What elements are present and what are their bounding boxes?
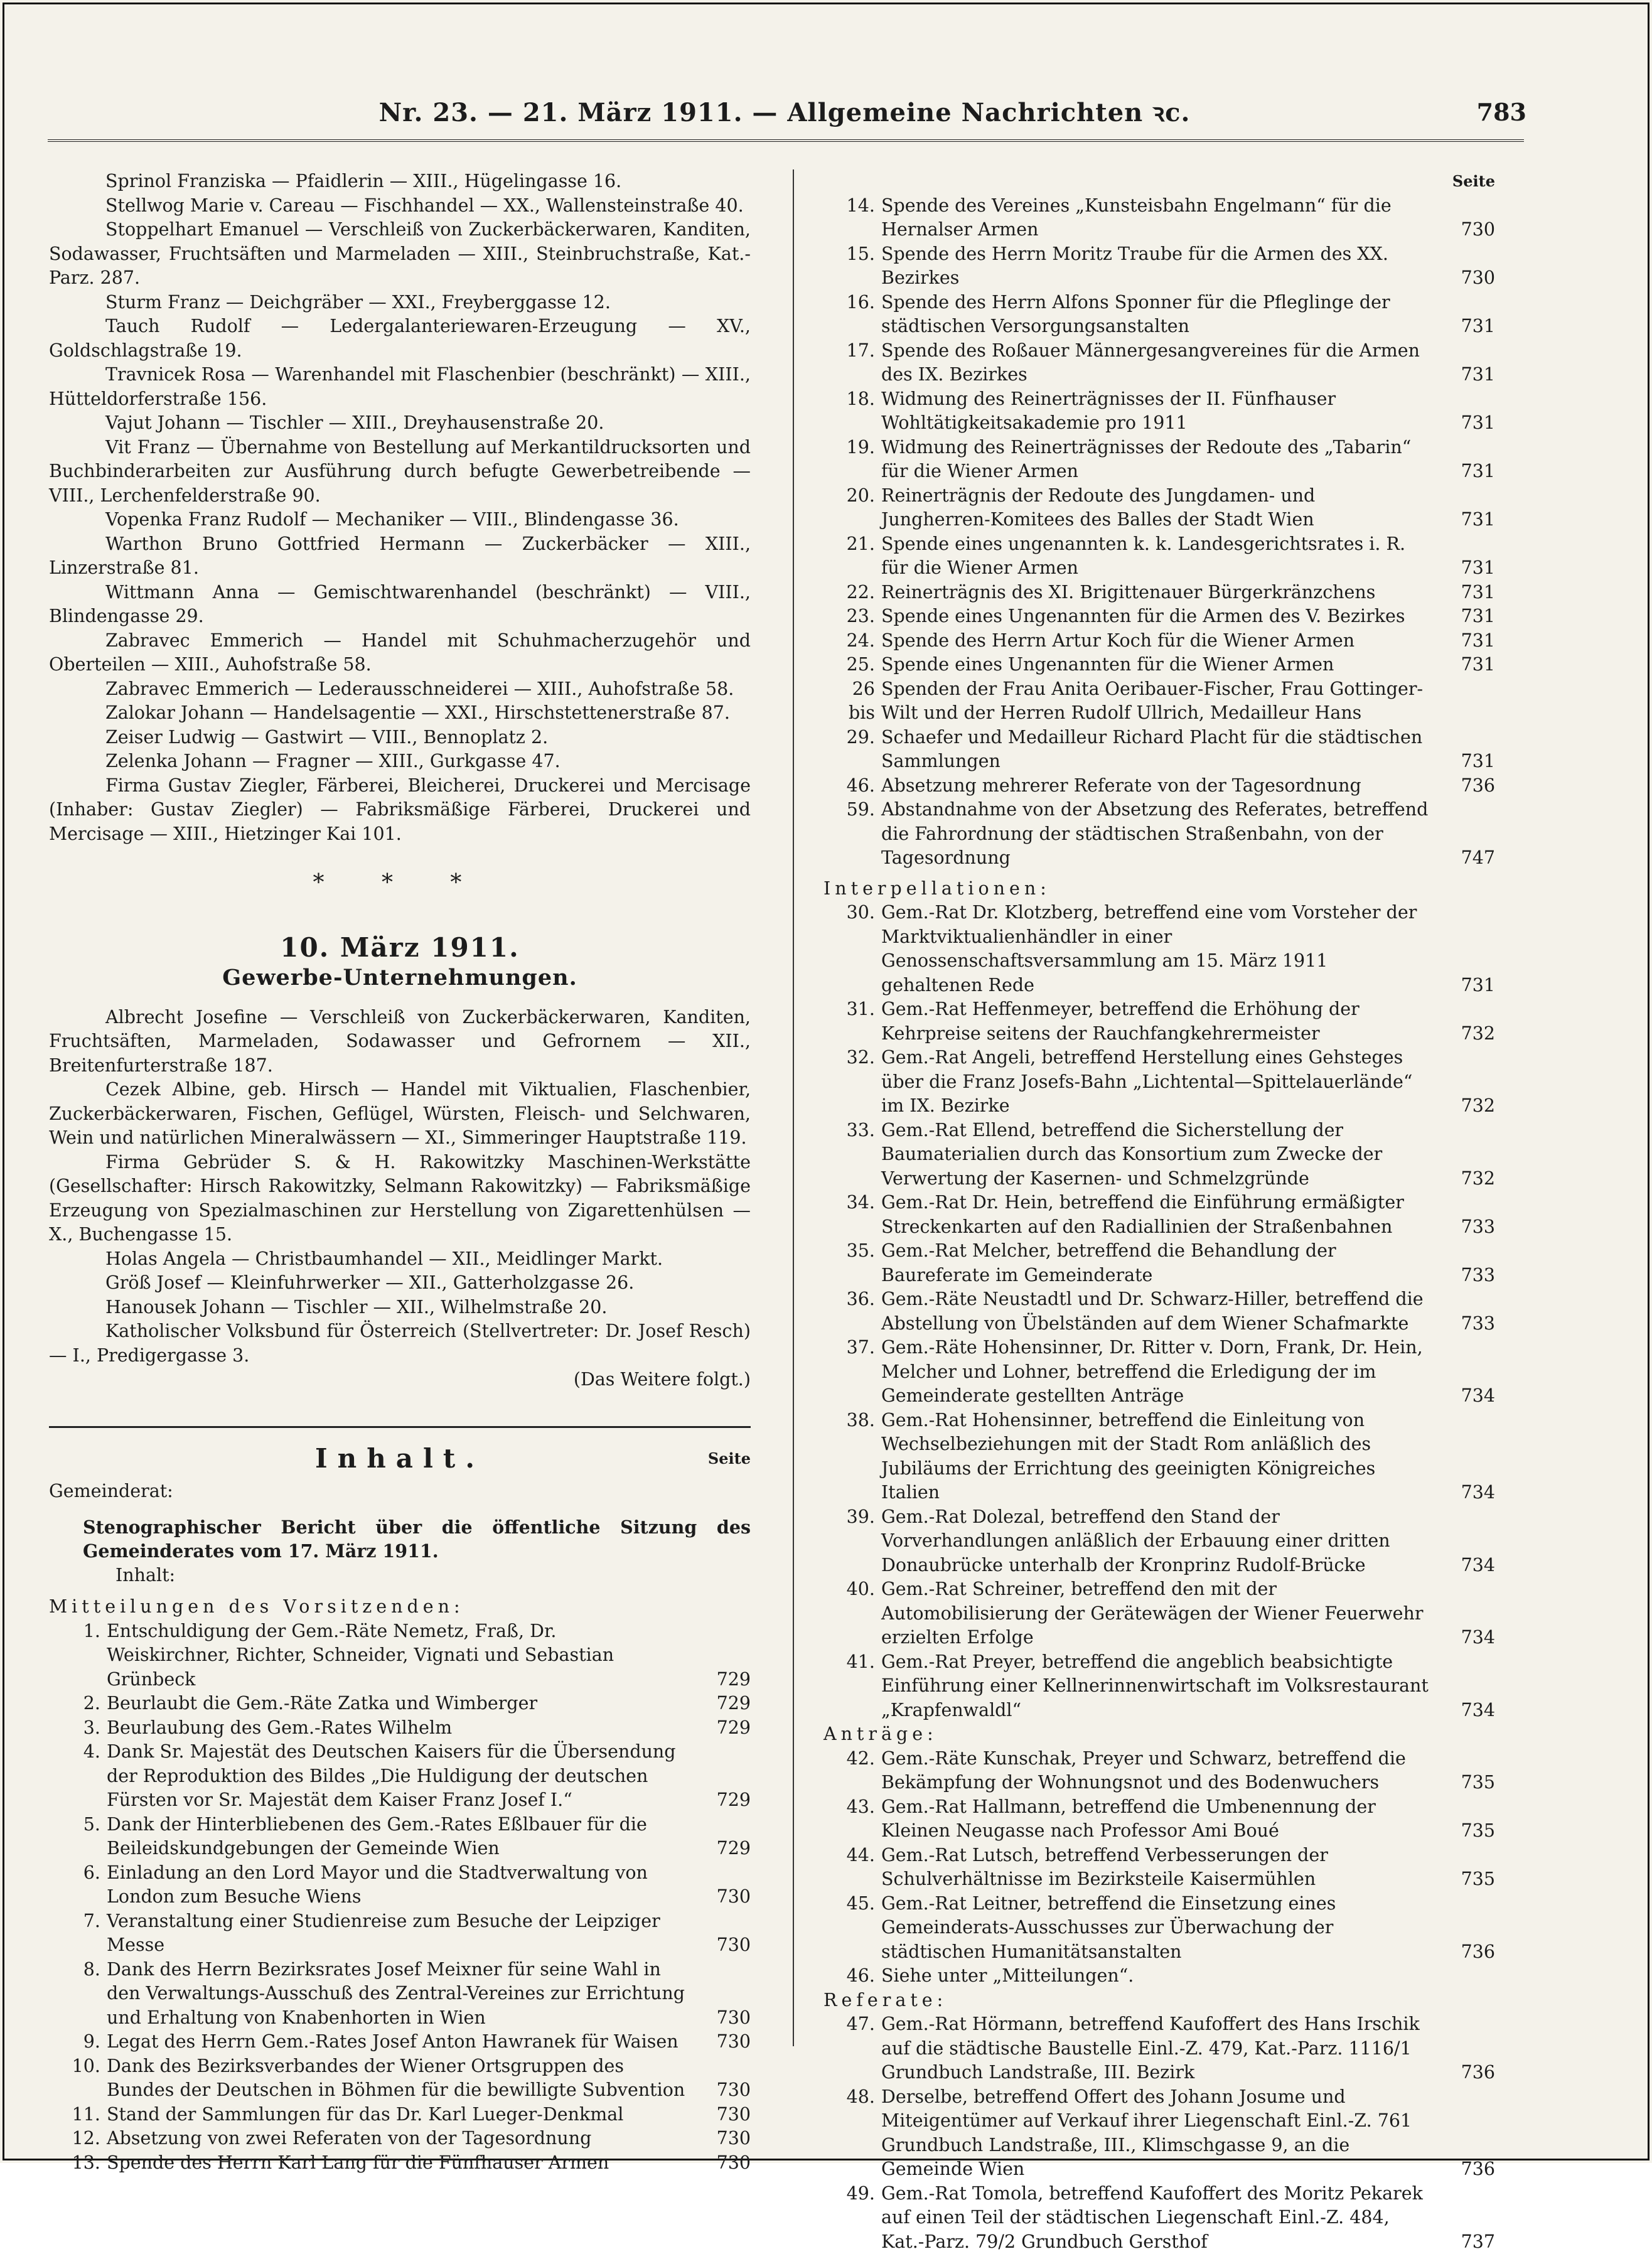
toc-entry-text: Reinerträgnis des XI. Brigittenauer Bürgerkränzchens bbox=[881, 581, 1430, 605]
continued-note: (Das Weitere folgt.) bbox=[49, 1368, 751, 1392]
toc-entry-number: 13. bbox=[49, 2151, 107, 2176]
toc-entry-number: 49. bbox=[823, 2182, 881, 2206]
toc-entry-text: Spende eines Ungenannten für die Wiener Armen bbox=[881, 653, 1430, 677]
register-entry: Firma Gebrüder S. & H. Rakowitzky Maschinen-Werkstätte (Gesellschafter: Hirsch Rakowitzky, Selmann Rakowitzky) — Fabriksmäßige Erzeugung von Spezialmaschinen zur Herstellung von Zigarettenhülsen — X., Buchengasse 15. bbox=[49, 1151, 751, 1247]
toc-entry-text: Abstandnahme von der Absetzung des Referates, betreffend die Fahrordnung der städtischen Straßenbahn, von der Tagesordnung bbox=[881, 798, 1430, 871]
register-entry: Holas Angela — Christbaumhandel — XII., Meidlinger Markt. bbox=[49, 1247, 751, 1272]
register-entry: Firma Gustav Ziegler, Färberei, Bleicherei, Druckerei und Mercisage (Inhaber: Gustav Ziegler) — Fabriksmäßige Färberei, Druckerei und Mercisage — XIII., Hietzinger Kai 101. bbox=[49, 774, 751, 847]
toc-entry-page: 730 bbox=[685, 2006, 751, 2031]
toc-entry-number: 22. bbox=[823, 581, 881, 605]
toc-entry-text: Gem.-Rat Ellend, betreffend die Sicherstellung der Baumaterialien durch das Konsortium zum Zwecke der Verwertung der Kasernen- und Schmelzgründe bbox=[881, 1119, 1430, 1191]
toc-entry-number: 32. bbox=[823, 1046, 881, 1070]
section-subheading: Gewerbe-Unternehmungen. bbox=[49, 966, 751, 990]
register-entry: Tauch Rudolf — Ledergalanteriewaren-Erzeugung — XV., Goldschlagstraße 19. bbox=[49, 314, 751, 363]
toc-entry bbox=[823, 1046, 1495, 1119]
register-entry: Vit Franz — Übernahme von Bestellung auf Merkantildrucksorten und Buchbinderarbeiten zur Ausführung durch befugte Gewerbetreibende — VIII., Lerchenfelderstraße 90. bbox=[49, 436, 751, 508]
register-entry: Stoppelhart Emanuel — Verschleiß von Zuckerbäckerwaren, Kanditen, Sodawasser, Fruchtsäften und Marmeladen — XIII., Steinbruchstraße, Kat.-Parz. 287. bbox=[49, 218, 751, 291]
toc-entry-page: 734 bbox=[1430, 1554, 1495, 1578]
toc-entry-page: 736 bbox=[1430, 774, 1495, 798]
toc-entry-page: 731 bbox=[1430, 363, 1495, 387]
register-entry: Albrecht Josefine — Verschleiß von Zuckerbäckerwaren, Kanditen, Fruchtsäften, Marmeladen, Sodawasser und Gefrornem — XII., Breitenfurterstraße 187. bbox=[49, 1006, 751, 1078]
date-heading: 10. März 1911. bbox=[49, 936, 751, 960]
toc-entry-page: 731 bbox=[1430, 629, 1495, 653]
register-entry: Travnicek Rosa — Warenhandel mit Flaschenbier (beschränkt) — XIII., Hütteldorferstraße 156. bbox=[49, 363, 751, 411]
toc-entry-text: Legat des Herrn Gem.-Rates Josef Anton Hawranek für Waisen bbox=[107, 2030, 685, 2054]
toc-entry bbox=[823, 532, 1495, 581]
page-number: 783 bbox=[1477, 98, 1526, 126]
toc-entry-page: 729 bbox=[685, 1692, 751, 1716]
seite-label-right: Seite bbox=[823, 169, 1495, 194]
toc-entry-number: 11. bbox=[49, 2103, 107, 2127]
toc-entry-page: 736 bbox=[1430, 2061, 1495, 2085]
toc-entry-page: 731 bbox=[1430, 749, 1495, 774]
toc-entry bbox=[823, 1747, 1495, 1795]
toc-list-mitteilungen bbox=[49, 1619, 751, 2176]
toc-entry-number: 41. bbox=[823, 1650, 881, 1675]
toc-entry bbox=[49, 1619, 751, 1692]
toc-entry-page: 731 bbox=[1430, 314, 1495, 339]
toc-entry-number: 21. bbox=[823, 532, 881, 557]
toc-entry-page: 731 bbox=[1430, 581, 1495, 605]
toc-entry bbox=[823, 2085, 1495, 2182]
toc-entry-page: 731 bbox=[1430, 974, 1495, 998]
toc-entry-text: Gem.-Rat Hohensinner, betreffend die Einleitung von Wechselbeziehungen mit der Stadt Rom anläßlich des Jubiläums der Errichtung des geeinigten Königreiches Italien bbox=[881, 1409, 1430, 1505]
toc-entry-page: 731 bbox=[1430, 459, 1495, 484]
toc-entry bbox=[823, 194, 1495, 242]
toc-entry-number: 42. bbox=[823, 1747, 881, 1771]
toc-entry bbox=[823, 1843, 1495, 1892]
toc-entry-page: 747 bbox=[1430, 846, 1495, 871]
toc-entry bbox=[823, 1336, 1495, 1409]
register-entry: Warthon Bruno Gottfried Hermann — Zuckerbäcker — XIII., Linzerstraße 81. bbox=[49, 532, 751, 581]
toc-entry-text: Gem.-Rat Schreiner, betreffend den mit der Automobilisierung der Gerätewägen der Wiener Feuerwehr erzielten Erfolge bbox=[881, 1577, 1430, 1650]
toc-entry-number: 40. bbox=[823, 1577, 881, 1602]
toc-entry-text: Spende des Vereines „Kunsteisbahn Engelmann“ für die Hernalser Armen bbox=[881, 194, 1430, 242]
toc-entry-page: 735 bbox=[1430, 1771, 1495, 1795]
toc-entry-number: 33. bbox=[823, 1119, 881, 1143]
toc-entry-number: 24. bbox=[823, 629, 881, 653]
toc-entry-text: Gem.-Rat Tomola, betreffend Kaufoffert des Moritz Pekarek auf einen Teil der städtischen Liegenschaft Einl.-Z. 484, Kat.-Parz. 79/2 Grundbuch Gersthof bbox=[881, 2182, 1430, 2254]
toc-entry bbox=[823, 1892, 1495, 1965]
toc-entry-page: 730 bbox=[685, 1885, 751, 1909]
toc-entry bbox=[823, 291, 1495, 339]
toc-entry bbox=[49, 1909, 751, 1958]
trade-register-list bbox=[49, 169, 751, 846]
toc-entry-text: Gem.-Rat Lutsch, betreffend Verbesserungen der Schulverhältnisse im Bezirksteile Kaisermühlen bbox=[881, 1843, 1430, 1892]
trade-register-list-2 bbox=[49, 1006, 751, 1368]
toc-entry-text: Gem.-Rat Hallmann, betreffend die Umbenennung der Kleinen Neugasse nach Professor Ami Boué bbox=[881, 1795, 1430, 1843]
toc-entry-number: 15. bbox=[823, 242, 881, 267]
toc-entry-page: 730 bbox=[685, 2078, 751, 2103]
toc-entry bbox=[49, 2127, 751, 2151]
toc-entry-page: 735 bbox=[1430, 1867, 1495, 1892]
toc-entry-number: 48. bbox=[823, 2085, 881, 2110]
toc-entry-page: 732 bbox=[1430, 1022, 1495, 1046]
toc-entry-text: Spende des Herrn Moritz Traube für die Armen des XX. Bezirkes bbox=[881, 242, 1430, 291]
toc-entry-page: 732 bbox=[1430, 1167, 1495, 1191]
toc-entry-page: 730 bbox=[685, 2151, 751, 2176]
register-entry: Zeiser Ludwig — Gastwirt — VIII., Bennoplatz 2. bbox=[49, 726, 751, 750]
toc-entry-number: 1. bbox=[49, 1619, 107, 1644]
register-entry: Stellwog Marie v. Careau — Fischhandel — XX., Wallensteinstraße 40. bbox=[49, 194, 751, 218]
toc-entry-page: 730 bbox=[685, 2127, 751, 2151]
toc-entry-number: 44. bbox=[823, 1843, 881, 1868]
toc-entry-text: Gem.-Rat Hörmann, betreffend Kaufoffert des Hans Irschik auf die städtische Baustelle Einl.-Z. 479, Kat.-Parz. 1116/1 Grundbuch Landstraße, III. Bezirk bbox=[881, 2012, 1430, 2085]
toc-entry-number: 10. bbox=[49, 2054, 107, 2079]
toc-entry-page: 731 bbox=[1430, 508, 1495, 532]
toc-entry-text: Reinerträgnis der Redoute des Jungdamen- und Jungherren-Komitees des Balles der Stadt Wien bbox=[881, 484, 1430, 532]
toc-entry-page: 730 bbox=[1430, 218, 1495, 242]
toc-list-antraege bbox=[823, 1747, 1495, 1988]
toc-entry-number: 9. bbox=[49, 2030, 107, 2054]
toc-entry-text: Spende des Herrn Karl Lang für die Fünfhauser Armen bbox=[107, 2151, 685, 2176]
toc-entry bbox=[823, 339, 1495, 387]
toc-entry-text: Entschuldigung der Gem.-Räte Nemetz, Fraß, Dr. Weiskirchner, Richter, Schneider, Vignati und Sebastian Grünbeck bbox=[107, 1619, 685, 1692]
toc-entry-number: 38. bbox=[823, 1409, 881, 1433]
seite-label: Seite bbox=[685, 1447, 751, 1471]
register-entry: Zabravec Emmerich — Lederausschneiderei — XIII., Auhofstraße 58. bbox=[49, 677, 751, 702]
register-entry: Sturm Franz — Deichgräber — XXI., Freyberggasse 12. bbox=[49, 291, 751, 315]
toc-entry bbox=[823, 484, 1495, 532]
toc-entry-number: 25. bbox=[823, 653, 881, 677]
inhalt-header bbox=[49, 1447, 751, 1471]
toc-entry-text: Gem.-Rat Dr. Klotzberg, betreffend eine vom Vorsteher der Marktviktualienhändler in einer Genossenschaftsversammlung am 15. März 1911 gehaltenen Rede bbox=[881, 901, 1430, 997]
toc-entry-text: Siehe unter „Mitteilungen“. bbox=[881, 1964, 1430, 1988]
toc-entry-page: 730 bbox=[685, 2103, 751, 2127]
toc-entry bbox=[823, 2182, 1495, 2254]
toc-entry-page: 730 bbox=[685, 2030, 751, 2054]
toc-entry bbox=[49, 1716, 751, 1741]
toc-entry bbox=[823, 774, 1495, 798]
toc-entry-text: Gem.-Räte Kunschak, Preyer und Schwarz, betreffend die Bekämpfung der Wohnungsnot und des Bodenwuchers bbox=[881, 1747, 1430, 1795]
register-entry: Zabravec Emmerich — Handel mit Schuhmacherzugehör und Oberteilen — XIII., Auhofstraße 58. bbox=[49, 629, 751, 677]
column-divider bbox=[793, 169, 794, 2046]
toc-section-referate: Referate: bbox=[823, 1988, 1495, 2013]
toc-entry-number: 7. bbox=[49, 1909, 107, 1934]
inhalt-title: Inhalt. bbox=[49, 1447, 685, 1471]
toc-entry bbox=[823, 1650, 1495, 1723]
toc-entry-number: 14. bbox=[823, 194, 881, 218]
toc-section-antraege: Anträge: bbox=[823, 1722, 1495, 1747]
toc-entry-number: 37. bbox=[823, 1336, 881, 1360]
toc-entry-number: 6. bbox=[49, 1861, 107, 1886]
toc-entry bbox=[823, 2012, 1495, 2085]
toc-entry-text: Gem.-Rat Preyer, betreffend die angeblich beabsichtigte Einführung einer Kellnerinnenwirtschaft im Volksrestaurant „Krapfenwaldl“ bbox=[881, 1650, 1430, 1723]
toc-entry-number: 5. bbox=[49, 1813, 107, 1837]
toc-entry bbox=[823, 1505, 1495, 1578]
toc-entry-text: Veranstaltung einer Studienreise zum Besuche der Leipziger Messe bbox=[107, 1909, 685, 1958]
toc-entry bbox=[823, 1119, 1495, 1191]
toc-entry-text: Gem.-Rat Dr. Hein, betreffend die Einführung ermäßigter Streckenkarten auf den Radiallinien der Straßenbahnen bbox=[881, 1191, 1430, 1239]
toc-entry bbox=[823, 997, 1495, 1046]
toc-entry bbox=[823, 1409, 1495, 1505]
toc-entry-text: Derselbe, betreffend Offert des Johann Josume und Miteigentümer auf Verkauf ihrer Liegenschaft Einl.-Z. 761 Grundbuch Landstraße, III., Klimschgasse 9, an die Gemeinde Wien bbox=[881, 2085, 1430, 2182]
toc-entry-page: 731 bbox=[1430, 556, 1495, 581]
toc-entry-number: 3. bbox=[49, 1716, 107, 1741]
toc-entry bbox=[49, 1958, 751, 2031]
toc-entry-number: 18. bbox=[823, 387, 881, 412]
toc-entry bbox=[823, 1964, 1495, 1988]
register-entry: Zelenka Johann — Fragner — XIII., Gurkgasse 47. bbox=[49, 749, 751, 774]
toc-entry-text: Gem.-Rat Heffenmeyer, betreffend die Erhöhung der Kehrpreise seitens der Rauchfangkehrermeister bbox=[881, 997, 1430, 1046]
toc-entry bbox=[823, 1795, 1495, 1843]
toc-entry bbox=[823, 581, 1495, 605]
toc-entry bbox=[49, 2103, 751, 2127]
toc-entry bbox=[49, 1740, 751, 1813]
toc-entry-page: 733 bbox=[1430, 1264, 1495, 1288]
toc-entry-number: 36. bbox=[823, 1287, 881, 1312]
toc-entry-number: 46. bbox=[823, 1964, 881, 1988]
register-entry: Sprinol Franziska — Pfaidlerin — XIII., Hügelingasse 16. bbox=[49, 169, 751, 194]
toc-entry bbox=[823, 677, 1495, 774]
toc-entry-page: 736 bbox=[1430, 2157, 1495, 2182]
toc-entry-text: Dank des Bezirksverbandes der Wiener Ortsgruppen des Bundes der Deutschen in Böhmen für die bewilligte Subvention bbox=[107, 2054, 685, 2103]
toc-entry bbox=[823, 604, 1495, 629]
toc-section-mitteilungen: Mitteilungen des Vorsitzenden: bbox=[49, 1595, 751, 1619]
toc-entry-text: Spenden der Frau Anita Oeribauer-Fischer, Frau Gottinger-Wilt und der Herren Rudolf Ullrich, Medailleur Hans Schaefer und Medailleur Richard Placht für die städtischen Sammlungen bbox=[881, 677, 1430, 774]
toc-entry-text: Absetzung mehrerer Referate von der Tagesordnung bbox=[881, 774, 1430, 798]
toc-entry-text: Dank Sr. Majestät des Deutschen Kaisers für die Übersendung der Reproduktion des Bildes „Die Huldigung der deutschen Fürsten vor Sr. Majestät dem Kaiser Franz Josef I.“ bbox=[107, 1740, 685, 1813]
toc-entry-text: Dank der Hinterbliebenen des Gem.-Rates Eßlbauer für die Beileidskundgebungen der Gemeinde Wien bbox=[107, 1813, 685, 1861]
toc-entry-number: 35. bbox=[823, 1239, 881, 1264]
toc-entry-number: 19. bbox=[823, 436, 881, 460]
inhalt-label: Inhalt: bbox=[49, 1564, 751, 1588]
toc-entry bbox=[823, 798, 1495, 871]
toc-entry-number: 43. bbox=[823, 1795, 881, 1820]
header-rule bbox=[48, 139, 1524, 142]
toc-entry-page: 735 bbox=[1430, 1819, 1495, 1843]
toc-entry-page: 736 bbox=[1430, 1940, 1495, 1965]
section-stars: * * * bbox=[49, 871, 751, 896]
toc-entry-number: 39. bbox=[823, 1505, 881, 1530]
toc-entry-text: Widmung des Reinerträgnisses der Redoute des „Tabarin“ für die Wiener Armen bbox=[881, 436, 1430, 484]
toc-entry-page: 737 bbox=[1430, 2230, 1495, 2254]
register-entry: Wittmann Anna — Gemischtwarenhandel (beschränkt) — VIII., Blindengasse 29. bbox=[49, 581, 751, 629]
toc-entry-page: 729 bbox=[685, 1716, 751, 1741]
toc-entry-page: 731 bbox=[1430, 411, 1495, 436]
toc-entry-number: 59. bbox=[823, 798, 881, 822]
toc-entry-number: 4. bbox=[49, 1740, 107, 1764]
toc-entry-number: 46. bbox=[823, 774, 881, 798]
toc-entry-number: 2. bbox=[49, 1692, 107, 1716]
toc-entry bbox=[49, 2030, 751, 2054]
register-entry: Zalokar Johann — Handelsagentie — XXI., Hirschstettenerstraße 87. bbox=[49, 701, 751, 726]
toc-entry bbox=[823, 1577, 1495, 1650]
running-header: Nr. 23. — 21. März 1911. — Allgemeine Nachrichten ꝛc. bbox=[351, 94, 1218, 129]
toc-entry bbox=[49, 2054, 751, 2103]
toc-entry-number: 31. bbox=[823, 997, 881, 1022]
toc-entry-page: 734 bbox=[1430, 1626, 1495, 1650]
toc-list-interpellationen bbox=[823, 901, 1495, 1722]
register-entry: Größ Josef — Kleinfuhrwerker — XII., Gatterholzgasse 26. bbox=[49, 1271, 751, 1296]
toc-entry bbox=[823, 629, 1495, 653]
toc-entry-number: 45. bbox=[823, 1892, 881, 1916]
toc-entry bbox=[823, 1287, 1495, 1336]
right-column bbox=[823, 169, 1495, 2254]
toc-entry-number: 26 bis 29. bbox=[823, 677, 881, 750]
toc-entry-text: Gem.-Rat Dolezal, betreffend den Stand der Vorverhandlungen anläßlich der Erbauung einer dritten Donaubrücke unterhalb der Kronprinz Rudolf-Brücke bbox=[881, 1505, 1430, 1578]
toc-entry-number: 47. bbox=[823, 2012, 881, 2037]
toc-entry-text: Gem.-Räte Hohensinner, Dr. Ritter v. Dorn, Frank, Dr. Hein, Melcher und Lohner, betreffend die Erledigung der im Gemeinderate gestellten Anträge bbox=[881, 1336, 1430, 1409]
toc-entry bbox=[823, 653, 1495, 677]
register-entry: Vopenka Franz Rudolf — Mechaniker — VIII., Blindengasse 36. bbox=[49, 508, 751, 532]
toc-entry-text: Spende des Herrn Artur Koch für die Wiener Armen bbox=[881, 629, 1430, 653]
toc-entry-number: 23. bbox=[823, 604, 881, 629]
toc-entry-number: 16. bbox=[823, 291, 881, 315]
toc-entry bbox=[823, 436, 1495, 484]
toc-entry-text: Gem.-Rat Angeli, betreffend Herstellung eines Gehsteges über die Franz Josefs-Bahn „Lichtental—Spittelauerlände“ im IX. Bezirke bbox=[881, 1046, 1430, 1119]
toc-entry bbox=[49, 1813, 751, 1861]
register-entry: Cezek Albine, geb. Hirsch — Handel mit Viktualien, Flaschenbier, Zuckerbäckerwaren, Fischen, Geflügel, Würsten, Fleisch- und Selchwaren, Wein und natürlichen Mineralwässern — XI., Simmeringer Hauptstraße 119. bbox=[49, 1078, 751, 1151]
toc-entry-page: 734 bbox=[1430, 1699, 1495, 1723]
toc-entry-page: 729 bbox=[685, 1668, 751, 1692]
toc-entry bbox=[823, 1239, 1495, 1287]
toc-entry bbox=[49, 1861, 751, 1909]
toc-entry-text: Stand der Sammlungen für das Dr. Karl Lueger-Denkmal bbox=[107, 2103, 685, 2127]
toc-entry-number: 34. bbox=[823, 1191, 881, 1215]
register-entry: Vajut Johann — Tischler — XIII., Dreyhausenstraße 20. bbox=[49, 411, 751, 436]
toc-entry-text: Gem.-Räte Neustadtl und Dr. Schwarz-Hiller, betreffend die Abstellung von Übelständen auf dem Wiener Schafmarkte bbox=[881, 1287, 1430, 1336]
toc-entry-page: 733 bbox=[1430, 1312, 1495, 1336]
toc-entry-number: 20. bbox=[823, 484, 881, 508]
toc-entry-text: Dank des Herrn Bezirksrates Josef Meixner für seine Wahl in den Verwaltungs-Ausschuß des Zentral-Vereines zur Errichtung und Erhaltung von Knabenhorten in Wien bbox=[107, 1958, 685, 2031]
toc-entry-page: 730 bbox=[1430, 266, 1495, 291]
toc-entry-number: 12. bbox=[49, 2127, 107, 2151]
toc-entry-page: 734 bbox=[1430, 1481, 1495, 1505]
register-entry: Katholischer Volksbund für Österreich (Stellvertreter: Dr. Josef Resch) — I., Predigergasse 3. bbox=[49, 1319, 751, 1368]
toc-entry bbox=[823, 901, 1495, 997]
report-title: Stenographischer Bericht über die öffentliche Sitzung des Gemeinderates vom 17. März 1911. bbox=[49, 1515, 751, 1564]
toc-entry-page: 730 bbox=[685, 1933, 751, 1958]
toc-entry-page: 731 bbox=[1430, 653, 1495, 677]
toc-entry bbox=[49, 2151, 751, 2176]
toc-entry-text: Spende eines ungenannten k. k. Landesgerichtsrates i. R. für die Wiener Armen bbox=[881, 532, 1430, 581]
toc-section-interpellationen: Interpellationen: bbox=[823, 877, 1495, 901]
toc-entry-text: Beurlaubung des Gem.-Rates Wilhelm bbox=[107, 1716, 685, 1741]
toc-entry bbox=[823, 387, 1495, 436]
toc-entry-text: Gem.-Rat Melcher, betreffend die Behandlung der Baureferate im Gemeinderate bbox=[881, 1239, 1430, 1287]
toc-entry-page: 732 bbox=[1430, 1094, 1495, 1119]
toc-entry bbox=[823, 242, 1495, 291]
gemeinderat-label: Gemeinderat: bbox=[49, 1479, 751, 1504]
toc-entry-number: 30. bbox=[823, 901, 881, 925]
toc-entry-text: Absetzung von zwei Referaten von der Tagesordnung bbox=[107, 2127, 685, 2151]
toc-entry-number: 17. bbox=[823, 339, 881, 363]
toc-entry-page: 733 bbox=[1430, 1215, 1495, 1240]
toc-entry-text: Gem.-Rat Leitner, betreffend die Einsetzung eines Gemeinderats-Ausschusses zur Überwachung der städtischen Humanitätsanstalten bbox=[881, 1892, 1430, 1965]
toc-entry-page: 729 bbox=[685, 1788, 751, 1813]
toc-entry-page: 731 bbox=[1430, 604, 1495, 629]
toc-entry-page: 729 bbox=[685, 1837, 751, 1861]
toc-entry-text: Einladung an den Lord Mayor und die Stadtverwaltung von London zum Besuche Wiens bbox=[107, 1861, 685, 1909]
toc-entry-text: Spende des Herrn Alfons Sponner für die Pfleglinge der städtischen Versorgungsanstalten bbox=[881, 291, 1430, 339]
register-entry: Hanousek Johann — Tischler — XII., Wilhelmstraße 20. bbox=[49, 1296, 751, 1320]
toc-entry bbox=[49, 1692, 751, 1716]
toc-entry-text: Spende des Roßauer Männergesangvereines für die Armen des IX. Bezirkes bbox=[881, 339, 1430, 387]
toc-list-referate bbox=[823, 2012, 1495, 2254]
toc-entry-text: Spende eines Ungenannten für die Armen des V. Bezirkes bbox=[881, 604, 1430, 629]
toc-entry-number: 8. bbox=[49, 1958, 107, 1982]
toc-entry bbox=[823, 1191, 1495, 1239]
toc-list-mitteilungen-cont bbox=[823, 194, 1495, 871]
left-column bbox=[49, 169, 751, 2175]
toc-entry-page: 734 bbox=[1430, 1384, 1495, 1409]
toc-entry-text: Widmung des Reinerträgnisses der II. Fünfhauser Wohltätigkeitsakademie pro 1911 bbox=[881, 387, 1430, 436]
toc-entry-text: Beurlaubt die Gem.-Räte Zatka und Wimberger bbox=[107, 1692, 685, 1716]
